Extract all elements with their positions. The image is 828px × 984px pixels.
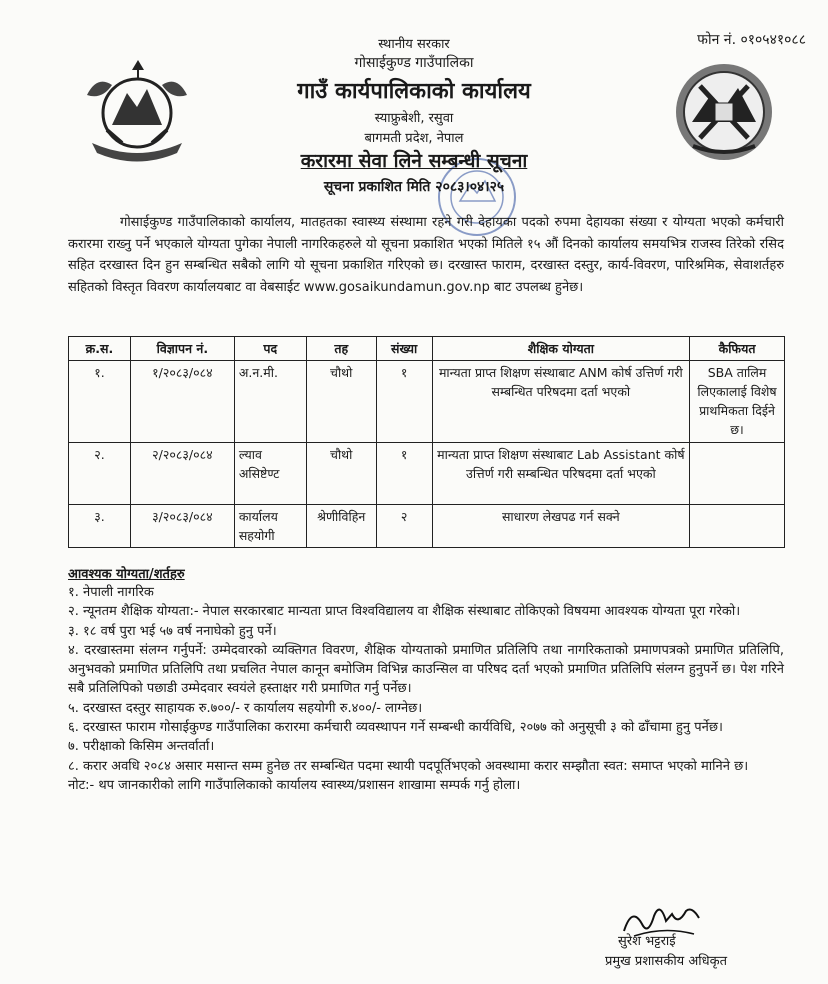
intro-paragraph: गोसाईकुण्ड गाउँपालिकाको कार्यालय, मातहतका स्वास्थ्य संस्थामा रहने गरी देहायका पदको रुपमा देहायका संख्या र योग्यता भएको कर्मचारी करारमा राख्नु पर्ने भएकाले योग्यता पुगेका नेपाली नागरिकहरुले यो सूचना प्रकाशित भएको मितिले १५ औं दिनको कार्यालय समयभित्र राजस्व तिरेको रसिद सहित दरखास्त दिन हुन सम्बन्धित सबैको लागि यो सूचना प्रकाशित गरिएको छ। दरखास्त फाराम, दरखास्त दस्तुर, कार्य-विवरण, पारिश्रमिक, सेवाशर्तहरु सहितको विस्तृत विवरण कार्यालयबाट वा वेबसाईट www.gosaikundamun.gov.np बाट उपलब्ध हुनेछ। bbox=[68, 215, 784, 295]
office-name: गाउँ कार्यपालिकाको कार्यालय bbox=[297, 79, 531, 104]
col-header-count: संख्या bbox=[376, 337, 432, 361]
phone-number: फोन नं. ०१०५४१०८८ bbox=[697, 32, 806, 48]
requirements-list bbox=[68, 583, 784, 795]
col-header-remarks: कैफियत bbox=[690, 337, 785, 361]
requirements-title: आवश्यक योग्यता/शर्तहरु bbox=[68, 567, 185, 582]
col-header-level: तह bbox=[306, 337, 376, 361]
cell-remarks: SBA तालिम लिएकालाई विशेष प्राथमिकता दिईने छ। bbox=[690, 361, 785, 443]
signatory-title: प्रमुख प्रशासकीय अधिकृत bbox=[605, 954, 728, 969]
list-item: ७. परीक्षाको किसिम अन्तर्वार्ता। bbox=[68, 739, 215, 755]
col-header-post: पद bbox=[234, 337, 306, 361]
list-item: २. न्यूनतम शैक्षिक योग्यता:- नेपाल सरकारबाट मान्यता प्राप्त विश्वविद्यालय वा शैक्षिक संस्थाबाट तोकिएको विषयमा आवश्यक योग्यता पूरा गरेको। bbox=[68, 604, 741, 620]
province-label: बागमती प्रदेश, नेपाल bbox=[364, 131, 464, 146]
cell-qualification: मान्यता प्राप्त शिक्षण संस्थाबाट ANM कोर्ष उत्तिर्ण गरी सम्बन्धित परिषदमा दर्ता भएको bbox=[432, 361, 689, 443]
cell-remarks bbox=[690, 443, 785, 505]
table-header-row bbox=[69, 337, 785, 361]
cell-level: श्रेणीविहिन bbox=[306, 505, 376, 548]
cell-level: चौथो bbox=[306, 443, 376, 505]
publish-date: सूचना प्रकाशित मिति २०८३।०४।२५ bbox=[323, 179, 505, 195]
cell-sn: १. bbox=[69, 361, 131, 443]
cell-qualification: मान्यता प्राप्त शिक्षण संस्थाबाट Lab Assistant कोर्ष उत्तिर्ण गरी सम्बन्धित परिषदमा दर्ता भएको bbox=[432, 443, 689, 505]
notice-title: करारमा सेवा लिने सम्बन्धी सूचना bbox=[300, 150, 528, 172]
list-item: १. नेपाली नागरिक bbox=[68, 585, 154, 600]
local-government-label: स्थानीय सरकार bbox=[378, 37, 450, 52]
list-item: ६. दरखास्त फाराम गोसाईकुण्ड गाउँपालिका करारमा कर्मचारी व्यवस्थापन गर्ने सम्बन्धी कार्यविधि, २०७७ को अनुसूची ३ को ढाँचामा हुनु पर्नेछ। bbox=[68, 720, 723, 736]
cell-adv-no: ३/२०८३/०८४ bbox=[130, 505, 234, 548]
col-header-sn: क्र.स. bbox=[69, 337, 131, 361]
cell-adv-no: २/२०८३/०८४ bbox=[130, 443, 234, 505]
table-row bbox=[69, 443, 785, 505]
cell-level: चौथो bbox=[306, 361, 376, 443]
cell-post: कार्यालय सहयोगी bbox=[234, 505, 306, 548]
cell-remarks bbox=[690, 505, 785, 548]
list-item: ५. दरखास्त दस्तुर साहायक रु.७००/- र कार्यालय सहयोगी रु.४००/- लाग्नेछ। bbox=[68, 700, 423, 716]
cell-post: अ.न.मी. bbox=[234, 361, 306, 443]
cell-qualification: साधारण लेखपढ गर्न सक्ने bbox=[432, 505, 689, 548]
signatory-name: सुरेश भट्टराई bbox=[618, 934, 676, 949]
office-address: स्याफ्रुबेशी, रसुवा bbox=[374, 111, 454, 126]
vacancy-table bbox=[68, 336, 785, 548]
table-row bbox=[69, 361, 785, 443]
col-header-adv-no: विज्ञापन नं. bbox=[130, 337, 234, 361]
cell-count: २ bbox=[376, 505, 432, 548]
cell-count: १ bbox=[376, 443, 432, 505]
municipality-name: गोसाईकुण्ड गाउँपालिका bbox=[354, 55, 474, 71]
col-header-qualification: शैक्षिक योग्यता bbox=[432, 337, 689, 361]
list-item: ४. दरखास्तमा संलग्न गर्नुपर्ने: उम्मेदवारको व्यक्तिगत विवरण, शैक्षिक योग्यताको प्रमाणित प्रतिलिपि तथा नागरिकताको प्रमाणपत्रको प्रमाणित प्रतिलिपि, अनुभवको प्रमाणित प्रतिलिपि तथा प्रचलित नेपाल कानून बमोजिम विभिन्न काउन्सिल वा परिषद दर्ता भएको प्रमाणित प्रतिलिपि संलग्न हुनुपर्ने छ। पेश गरिने सबै प्रतिलिपिको पछाडी उम्मेदवार स्वयंले हस्ताक्षर गरी प्रमाणित गर्नु पर्नेछ। bbox=[68, 642, 784, 697]
cell-adv-no: १/२०८३/०८४ bbox=[130, 361, 234, 443]
cell-count: १ bbox=[376, 361, 432, 443]
cell-sn: २. bbox=[69, 443, 131, 505]
list-item: ३. १८ वर्ष पुरा भई ५७ वर्ष ननाघेको हुनु पर्ने। bbox=[68, 623, 277, 639]
list-item: ८. करार अवधि २०८४ असार मसान्त सम्म हुनेछ तर सम्बन्धित पदमा स्थायी पदपूर्तिभएको अवस्थामा करार सम्झौता स्वत: समाप्त भएको मानिने छ। bbox=[68, 758, 749, 774]
list-item: नोट:- थप जानकारीको लागि गाउँपालिकाको कार्यालय स्वास्थ्य/प्रशासन शाखामा सम्पर्क गर्नु होला। bbox=[68, 777, 521, 793]
cell-sn: ३. bbox=[69, 505, 131, 548]
table-row bbox=[69, 505, 785, 548]
cell-post: ल्याव असिष्टेण्ट bbox=[234, 443, 306, 505]
